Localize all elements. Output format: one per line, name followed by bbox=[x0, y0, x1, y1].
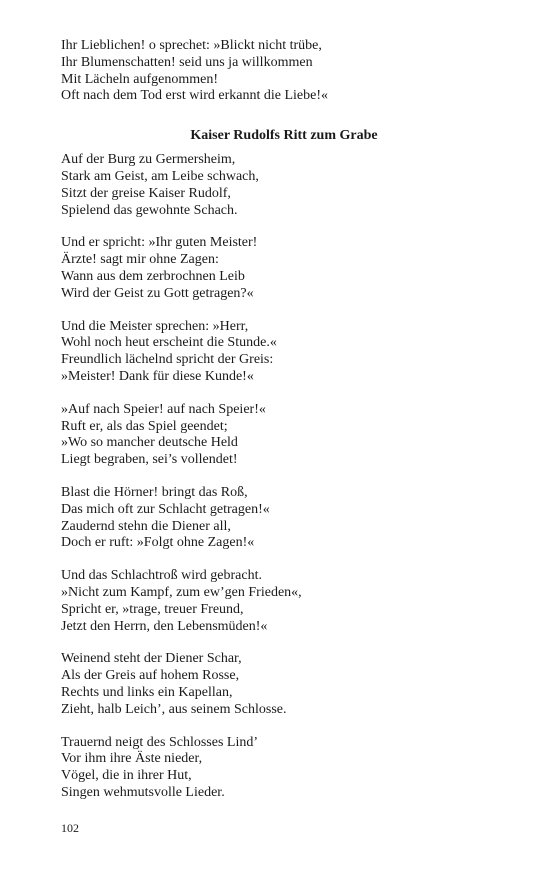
verse-line: Als der Greis auf hohem Rosse, bbox=[61, 668, 240, 684]
verse-line: »Wo so mancher deutsche Held bbox=[61, 435, 238, 451]
verse-line: Jetzt den Herrn, den Lebensmüden!« bbox=[61, 618, 268, 634]
verse-line: Ihr Lieblichen! o sprechet: »Blickt nicht trübe, bbox=[61, 38, 322, 53]
verse-line: Blast die Hörner! bringt das Roß, bbox=[61, 484, 248, 500]
verse-line: Vögel, die in ihrer Hut, bbox=[61, 768, 192, 784]
page-body bbox=[61, 38, 501, 802]
verse-line: Oft nach dem Tod erst wird erkannt die Liebe!« bbox=[61, 88, 329, 104]
verse-line: Spielend das gewohnte Schach. bbox=[61, 202, 238, 218]
verse-line: »Meister! Dank für diese Kunde!« bbox=[61, 368, 254, 384]
verse-line: Ruft er, als das Spiel geendet; bbox=[61, 418, 228, 434]
verse-line: Trauernd neigt des Schlosses Lind’ bbox=[61, 734, 259, 750]
verse-line: Ärzte! sagt mir ohne Zagen: bbox=[61, 252, 219, 268]
verse-line: Wohl noch heut erscheint die Stunde.« bbox=[61, 335, 277, 351]
intro-stanza bbox=[61, 38, 501, 105]
verse-line: Und das Schlachtroß wird gebracht. bbox=[61, 568, 262, 584]
verse-line: »Auf nach Speier! auf nach Speier!« bbox=[61, 401, 266, 417]
stanza-3 bbox=[61, 319, 501, 386]
stanza-2 bbox=[61, 235, 501, 302]
stanza-1 bbox=[61, 152, 501, 219]
verse-line: Vor ihm ihre Äste nieder, bbox=[61, 751, 203, 767]
verse-line: Auf der Burg zu Germersheim, bbox=[61, 152, 236, 168]
verse-line: Und er spricht: »Ihr guten Meister! bbox=[61, 235, 258, 251]
verse-line: Zaudernd stehn die Diener all, bbox=[61, 518, 231, 534]
stanza-5 bbox=[61, 485, 501, 552]
verse-line: Doch er ruft: »Folgt ohne Zagen!« bbox=[61, 535, 255, 551]
stanza-4 bbox=[61, 402, 501, 469]
stanza-6 bbox=[61, 568, 501, 635]
poem-title: Kaiser Rudolfs Ritt zum Grabe bbox=[190, 128, 378, 144]
verse-line: Wann aus dem zerbrochnen Leib bbox=[61, 268, 245, 284]
verse-line: Wird der Geist zu Gott getragen?« bbox=[61, 285, 254, 301]
verse-line: Spricht er, »trage, treuer Freund, bbox=[61, 601, 244, 617]
verse-line: Stark am Geist, am Leibe schwach, bbox=[61, 168, 259, 184]
page-number: 102 bbox=[61, 821, 79, 835]
verse-line: Singen wehmutsvolle Lieder. bbox=[61, 784, 225, 800]
verse-line: »Nicht zum Kampf, zum ew’gen Frieden«, bbox=[61, 584, 302, 600]
stanza-8 bbox=[61, 735, 501, 802]
verse-line: Rechts und links ein Kapellan, bbox=[61, 684, 233, 700]
verse-line: Das mich oft zur Schlacht getragen!« bbox=[61, 501, 270, 517]
verse-line: Liegt begraben, sei’s vollendet! bbox=[61, 452, 238, 468]
stanza-7 bbox=[61, 651, 501, 718]
verse-line: Freundlich lächelnd spricht der Greis: bbox=[61, 352, 274, 368]
verse-line: Weinend steht der Diener Schar, bbox=[61, 651, 242, 667]
verse-line: Sitzt der greise Kaiser Rudolf, bbox=[61, 185, 231, 201]
verse-line: Mit Lächeln aufgenommen! bbox=[61, 71, 219, 87]
verse-line: Ihr Blumenschatten! seid uns ja willkommen bbox=[61, 54, 313, 70]
verse-line: Und die Meister sprechen: »Herr, bbox=[61, 318, 249, 334]
verse-line: Zieht, halb Leich’, aus seinem Schlosse. bbox=[61, 701, 287, 717]
